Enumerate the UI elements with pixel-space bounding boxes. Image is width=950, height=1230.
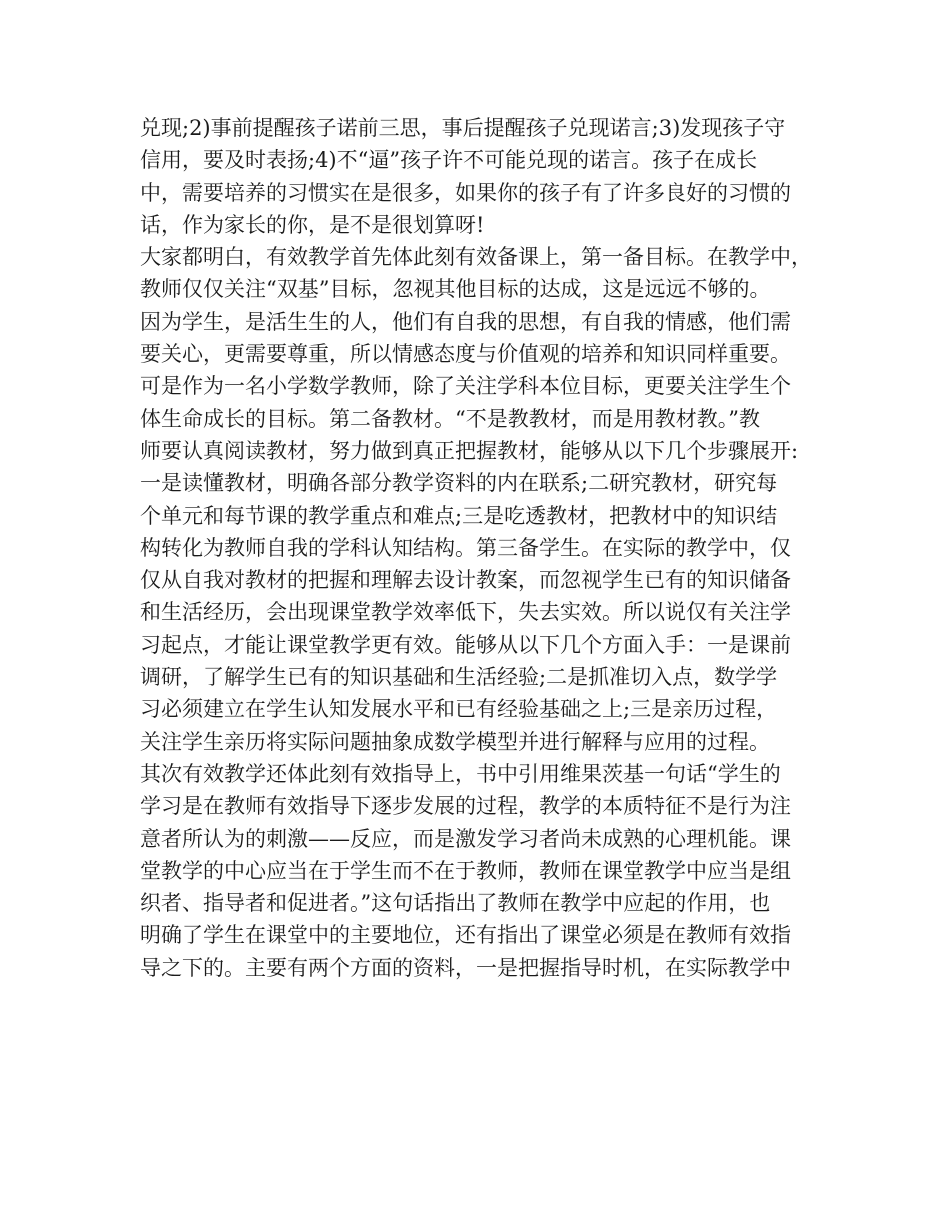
- text-line: 构转化为教师自我的学科认知结构。第三备学生。在实际的教学中，仅: [140, 535, 791, 560]
- body-text: [140, 112, 840, 984]
- text-line: 话，作为家长的你，是不是很划算呀!: [140, 212, 485, 237]
- text-line: 个单元和每节课的教学重点和难点;三是吃透教材，把教材中的知识结: [140, 503, 778, 528]
- text-line: 调研，了解学生已有的知识基础和生活经验;二是抓准切入点，数学学: [140, 665, 778, 690]
- text-line: 大家都明白，有效教学首先体此刻有效备课上，第一备目标。在教学中，: [140, 245, 812, 270]
- text-line: 和生活经历，会出现课堂教学效率低下，失去实效。所以说仅有关注学: [140, 600, 791, 625]
- text-line: 兑现;2)事前提醒孩子诺前三思，事后提醒孩子兑现诺言;3)发现孩子守: [140, 116, 786, 140]
- text-line: 习起点，才能让课堂教学更有效。能够从以下几个方面入手：一是课前: [140, 632, 791, 657]
- text-line: 导之下的。主要有两个方面的资料，一是把握指导时机，在实际教学中: [140, 955, 791, 980]
- text-line: 因为学生，是活生生的人，他们有自我的思想，有自我的情感，他们需: [140, 309, 791, 334]
- text-line: 一是读懂教材，明确各部分教学资料的内在联系;二研究教材，研究每: [140, 471, 778, 496]
- text-line: 堂教学的中心应当在于学生而不在于教师，教师在课堂教学中应当是组: [140, 858, 791, 883]
- text-line: 要关心，更需要尊重，所以情感态度与价值观的培养和知识同样重要。: [140, 342, 791, 367]
- text-line: 师要认真阅读教材，努力做到真正把握教材，能够从以下几个步骤展开:: [140, 438, 799, 463]
- text-line: 中，需要培养的习惯实在是很多，如果你的孩子有了许多良好的习惯的: [140, 180, 791, 205]
- text-line: 织者、指导者和促进者。”这句话指出了教师在教学中应起的作用，也: [140, 891, 771, 916]
- text-line: 可是作为一名小学数学教师，除了关注学科本位目标，更要关注学生个: [140, 374, 791, 399]
- text-line: 关注学生亲历将实际问题抽象成数学模型并进行解释与应用的过程。: [140, 729, 770, 754]
- text-line: 信用，要及时表扬;4)不“逼”孩子许不可能兑现的诺言。孩子在成长: [140, 148, 758, 173]
- text-line: 其次有效教学还体此刻有效指导上，书中引用维果茨基一句话“学生的: [140, 761, 781, 786]
- text-line: 学习是在教师有效指导下逐步发展的过程，教学的本质特征不是行为注: [140, 794, 791, 819]
- text-line: 习必须建立在学生认知发展水平和已有经验基础之上;三是亲历过程，: [140, 697, 778, 722]
- text-line: 明确了学生在课堂中的主要地位，还有指出了课堂必须是在教师有效指: [140, 923, 791, 948]
- text-line: 教师仅仅关注“双基”目标，忽视其他目标的达成，这是远远不够的。: [140, 277, 771, 302]
- text-line: 仅从自我对教材的把握和理解去设计教案，而忽视学生已有的知识储备: [140, 568, 791, 593]
- text-line: 意者所认为的刺激——反应，而是激发学习者尚未成熟的心理机能。课: [140, 826, 791, 851]
- text-line: 体生命成长的目标。第二备教材。“不是教教材，而是用教材教。”教: [140, 406, 760, 431]
